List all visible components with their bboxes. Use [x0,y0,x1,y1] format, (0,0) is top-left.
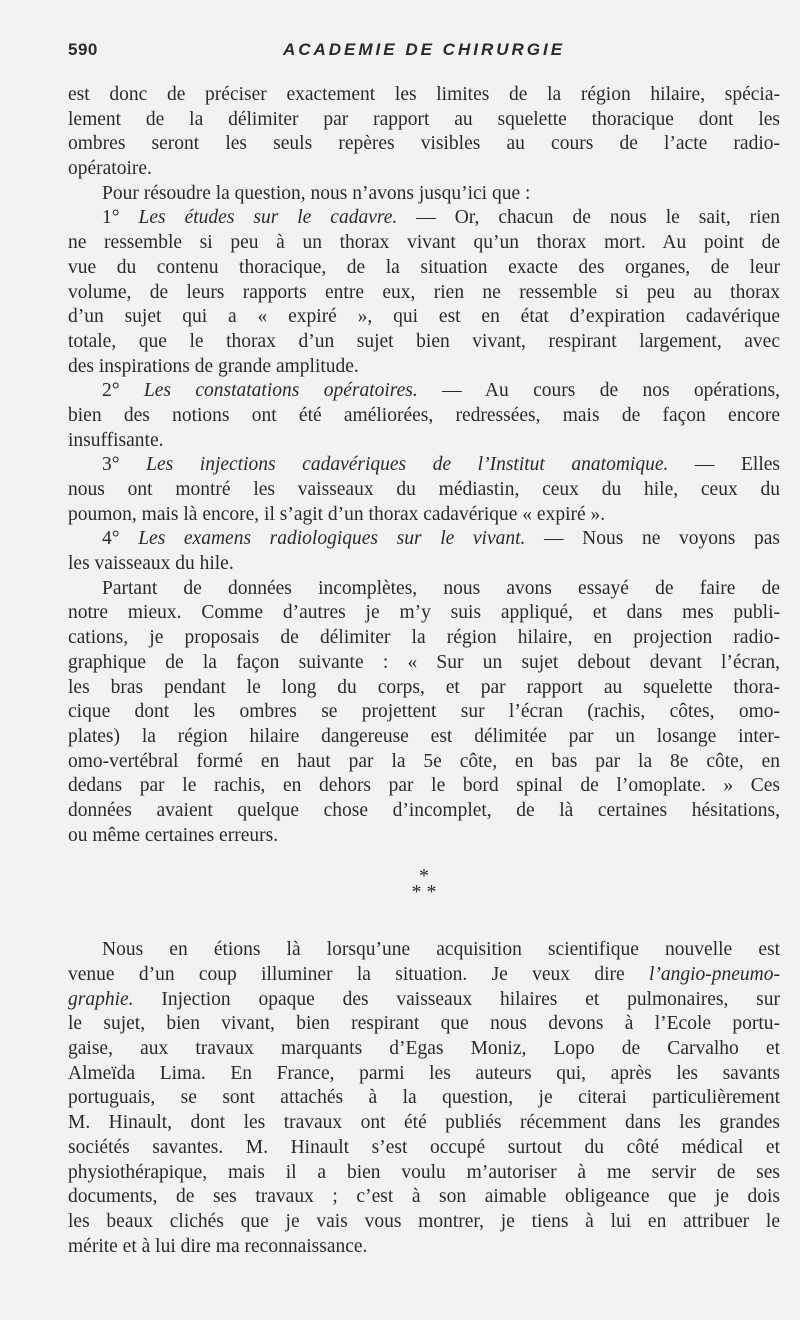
text-line: d’un sujet qui a « expiré », qui est en état d’expiration cadavérique [68,306,780,328]
text-line: omo-vertébral formé en haut par la 5e côte, en bas par la 8e côte, en [68,750,780,772]
text-line: nous ont montré les vaisseaux du médiastin, ceux du hile, ceux du [68,479,780,500]
text-line: les bras pendant le long du corps, et par rapport au squelette thora- [68,676,780,698]
text-line: notre mieux. Comme d’autres je m’y suis appliqué, et dans mes publi- [68,602,780,624]
page-header [68,36,780,66]
text-line: 1° Les études sur le cadavre. — Or, chacun de nous le sait, rien [102,207,780,229]
text-line: Pour résoudre la question, nous n’avons jusqu’ici que : [102,182,531,204]
body-text [68,83,780,1259]
text-line: 3° Les injections cadavériques de l’Institut anatomique. — Elles [102,454,780,476]
text-line: le sujet, bien vivant, bien respirant que nous devons à l’Ecole portu- [68,1013,780,1035]
text-line: est donc de préciser exactement les limites de la région hilaire, spécia- [68,84,780,105]
text-line: poumon, mais là encore, il s’agit d’un thorax cadavérique « expiré ». [68,503,606,525]
text-line: volume, de leurs rapports entre eux, rien ne ressemble si peu au thorax [68,281,780,303]
text-line: Nous en étions là lorsqu’une acquisition scientifique nouvelle est [102,939,780,961]
text-line: graphie. Injection opaque des vaisseaux hilaires et pulmonaires, sur [68,988,780,1010]
text-line: cique dont les ombres se projettent sur l’écran (rachis, côtes, omo- [68,701,780,723]
text-line: graphique de la façon suivante : « Sur un sujet debout devant l’écran, [68,651,780,673]
text-line: 2° Les constatations opératoires. — Au cours de nos opérations, [102,380,780,402]
text-line: sociétés savantes. M. Hinault s’est occupé surtout du côté médical et [68,1136,780,1158]
text-line: M. Hinault, dont les travaux ont été publiés récemment dans les grandes [68,1112,780,1134]
text-line: lement de la délimiter par rapport au squelette thoracique dont les [68,108,780,130]
text-line: données avaient quelque chose d’incomplet, de là certaines hésitations, [68,799,780,821]
text-line: cations, je proposais de délimiter la région hilaire, en projection radio- [68,627,780,649]
page-number: 590 [68,40,98,59]
text-line: vue du contenu thoracique, de la situation exacte des organes, de leur [68,256,780,278]
text-line: portuguais, se sont attachés à la question, je citerai particulièrement [68,1087,780,1109]
text-line: venue d’un coup illuminer la situation. Je veux dire l’angio-pneumo- [68,964,780,985]
text-line: mérite et à lui dire ma reconnaissance. [68,1235,368,1257]
text-line: physiothérapique, mais il a bien voulu m’autoriser à me servir de ses [68,1161,780,1183]
text-line: ou même certaines erreurs. [68,824,279,846]
section-separator: * * * [411,865,437,904]
text-line: Almeïda Lima. En France, parmi les auteurs qui, après les savants [68,1062,780,1084]
text-line: les beaux clichés que je vais vous montrer, je tiens à lui en attribuer le [68,1210,780,1232]
text-line: documents, de ses travaux ; c’est à son aimable obligeance que je dois [68,1186,780,1208]
text-line: des inspirations de grande amplitude. [68,355,359,377]
text-line: totale, que le thorax d’un sujet bien vivant, respirant largement, avec [68,330,780,352]
text-line: plates) la région hilaire dangereuse est délimitée par un losange inter- [68,725,780,747]
text-line: ombres seront les seuls repères visibles au cours de l’acte radio- [68,133,780,155]
text-line: les vaisseaux du hile. [68,553,234,575]
text-line: bien des notions ont été améliorées, redressées, mais de façon encore [68,404,780,426]
running-title: ACADEMIE DE CHIRURGIE [282,40,566,59]
text-line: ne ressemble si peu à un thorax vivant qu’un thorax mort. Au point de [68,232,780,254]
text-line: insuffisante. [68,429,164,451]
text-line: gaise, aux travaux marquants d’Egas Moniz, Lopo de Carvalho et [68,1038,780,1060]
text-line: Partant de données incomplètes, nous avons essayé de faire de [102,577,780,599]
text-line: opératoire. [68,158,152,180]
text-line: dedans par le rachis, en dehors par le bord spinal de l’omoplate. » Ces [68,775,780,797]
text-line: 4° Les examens radiologiques sur le vivant. — Nous ne voyons pas [102,528,780,550]
